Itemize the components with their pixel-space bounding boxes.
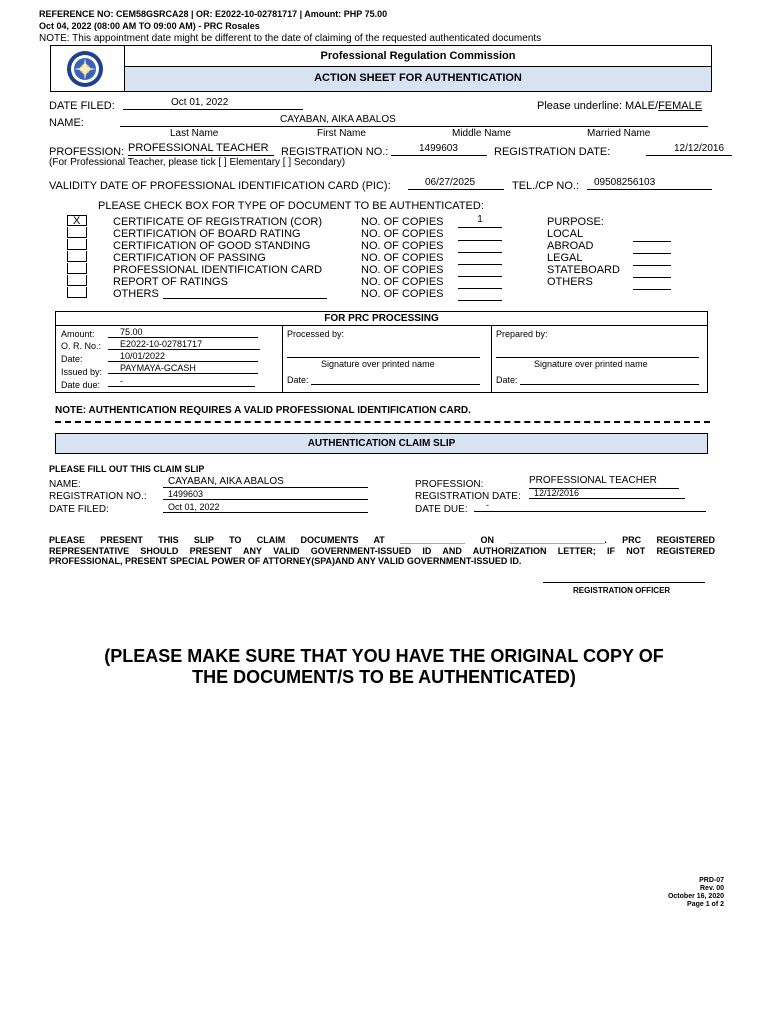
purpose-legal: LEGAL [547, 252, 583, 264]
processed-by-label: Processed by: [287, 329, 345, 339]
checkbox-pic[interactable] [67, 263, 87, 274]
processing-title: FOR PRC PROCESSING [56, 312, 707, 326]
claim-date-due-label: DATE DUE: [415, 504, 468, 515]
claim-date-due-value: - [474, 500, 706, 512]
processing-divider-2 [491, 326, 492, 392]
claim-reg-date-label: REGISTRATION DATE: [415, 491, 521, 502]
copies-label-pic: NO. OF COPIES [361, 264, 444, 276]
officer-signature-line[interactable] [543, 582, 705, 583]
claim-reg-no-value: 1499603 [163, 489, 368, 500]
reg-no-value: 1499603 [391, 143, 487, 156]
doc-report-ratings: REPORT OF RATINGS [113, 276, 228, 288]
cut-line [55, 421, 710, 423]
tel-label: TEL./CP NO.: [512, 180, 580, 192]
reference-line: REFERENCE NO: CEM58GSRCA28 | OR: E2022-10-02781717 | Amount: PHP 75.00 [39, 9, 388, 19]
checkbox-passing[interactable] [67, 251, 87, 262]
claim-instructions-line-1: PLEASE PRESENT THIS SLIP TO CLAIM DOCUMENTS AT _____________ ON ___________________. PRC REGISTERED [49, 535, 715, 545]
purpose-others: OTHERS [547, 276, 593, 288]
prepared-date-line[interactable] [520, 373, 699, 385]
prepared-signature-caption: Signature over printed name [534, 359, 648, 369]
claim-slip-title: AUTHENTICATION CLAIM SLIP [55, 433, 708, 454]
claim-instructions-line-2: REPRESENTATIVE SHOULD PRESENT ANY VALID GOVERNMENT-ISSUED ID AND AUTHORIZATION LETTER; IF NOT REGISTERED [49, 546, 715, 556]
claim-reg-no-label: REGISTRATION NO.: [49, 491, 147, 502]
doc-pic: PROFESSIONAL IDENTIFICATION CARD [113, 264, 323, 276]
doc-others: OTHERS [113, 288, 159, 300]
appointment-note: NOTE: This appointment date might be different to the date of claiming of the requested authenticated documents [39, 33, 542, 44]
claim-fill-instruction: PLEASE FILL OUT THIS CLAIM SLIP [49, 464, 205, 474]
checkbox-board-rating[interactable] [67, 227, 87, 238]
doc-good-standing: CERTIFICATION OF GOOD STANDING [113, 240, 311, 252]
or-value: E2022-10-02781717 [108, 339, 260, 350]
doc-passing: CERTIFICATION OF PASSING [113, 252, 266, 264]
copies-value-cor[interactable]: 1 [458, 214, 502, 228]
processing-divider-1 [282, 326, 283, 392]
prc-seal-icon [65, 49, 105, 89]
validity-label: VALIDITY DATE OF PROFESSIONAL IDENTIFICATION CARD (PIC): [49, 180, 391, 192]
claim-reg-date-value: 12/12/2016 [529, 488, 685, 499]
issued-by-label: Issued by: [61, 367, 103, 377]
checkbox-good-standing[interactable] [67, 239, 87, 250]
date-filed-label: DATE FILED: [49, 100, 115, 112]
form-date: October 16, 2020 [667, 893, 724, 900]
date-due-value: - [108, 376, 255, 387]
reminder-line-2: THE DOCUMENT/S TO BE AUTHENTICATED) [192, 667, 576, 687]
others-blank[interactable] [163, 286, 327, 299]
married-name-caption: Married Name [587, 128, 651, 139]
profession-label: PROFESSION: [49, 146, 125, 158]
checkbox-others[interactable] [67, 287, 87, 298]
claim-name-value: CAYABAN, AIKA ABALOS [163, 476, 368, 488]
pic-requirement-note: NOTE: AUTHENTICATION REQUIRES A VALID PROFESSIONAL IDENTIFICATION CARD. [55, 405, 471, 416]
amount-label: Amount: [61, 329, 95, 339]
check-instruction: PLEASE CHECK BOX FOR TYPE OF DOCUMENT TO BE AUTHENTICATED: [98, 200, 484, 212]
validity-value: 06/27/2025 [408, 177, 504, 190]
processed-date-label: Date: [287, 375, 309, 385]
check-mark: X [73, 215, 81, 227]
copies-label-board: NO. OF COPIES [361, 228, 444, 240]
reg-no-label: REGISTRATION NO.: [281, 146, 389, 158]
claim-date-filed-label: DATE FILED: [49, 504, 109, 515]
last-name-caption: Last Name [170, 128, 219, 139]
checkbox-cor[interactable] [67, 215, 87, 226]
form-code: PRD-07 [699, 877, 724, 884]
reg-date-value: 12/12/2016 [646, 143, 732, 156]
date-value: 10/01/2022 [108, 351, 258, 362]
registration-officer-label: REGISTRATION OFFICER [573, 586, 671, 595]
processed-signature-caption: Signature over printed name [321, 359, 435, 369]
date-filed-value: Oct 01, 2022 [123, 97, 303, 110]
claim-name-label: NAME: [49, 479, 81, 490]
claim-profession-label: PROFESSION: [415, 479, 484, 490]
form-title: ACTION SHEET FOR AUTHENTICATION [125, 67, 711, 91]
processed-signature-line[interactable] [287, 346, 480, 358]
gender-prompt [537, 100, 702, 112]
or-label: O. R. No.: [61, 341, 102, 351]
reg-date-label: REGISTRATION DATE: [494, 146, 611, 158]
purpose-stateboard: STATEBOARD [547, 264, 620, 276]
tel-value: 09508256103 [587, 177, 712, 190]
purpose-local: LOCAL [547, 228, 584, 240]
gender-selected: FEMALE [658, 100, 703, 112]
copies-label-cor: NO. OF COPIES [361, 216, 444, 228]
form-revision: Rev. 00 [700, 885, 724, 892]
name-label: NAME: [49, 117, 84, 129]
copies-label-report: NO. OF COPIES [361, 276, 444, 288]
form-header-box [50, 45, 712, 92]
gender-label: Please underline: MALE/ [537, 100, 659, 112]
copies-label-passing: NO. OF COPIES [361, 252, 444, 264]
name-value: CAYABAN, AIKA ABALOS [120, 114, 708, 127]
teacher-level-note: (For Professional Teacher, please tick [ ] Elementary [ ] Secondary) [49, 157, 346, 168]
copies-label-others: NO. OF COPIES [361, 288, 444, 300]
first-name-caption: First Name [317, 128, 366, 139]
logo-cell [51, 46, 125, 91]
prepared-signature-line[interactable] [496, 346, 699, 358]
copies-value-others[interactable] [458, 288, 502, 301]
date-label: Date: [61, 354, 83, 364]
schedule-line: Oct 04, 2022 (08:00 AM TO 09:00 AM) - PRC Rosales [39, 21, 260, 31]
claim-instructions-line-3: PROFESSIONAL, PRESENT SPECIAL POWER OF ATTORNEY(SPA)AND ANY VALID GOVERNMENT-ISSUED ID. [49, 556, 522, 566]
page-number: Page 1 of 2 [687, 901, 724, 908]
profession-value: PROFESSIONAL TEACHER [128, 142, 274, 156]
date-due-label: Date due: [61, 380, 101, 390]
prepared-date-label: Date: [496, 375, 518, 385]
reminder-line-1: (PLEASE MAKE SURE THAT YOU HAVE THE ORIGINAL COPY OF [104, 646, 664, 666]
purpose-label: PURPOSE: [547, 216, 604, 228]
doc-cor: CERTIFICATE OF REGISTRATION (COR) [113, 216, 322, 228]
amount-value: 75.00 [108, 327, 258, 338]
claim-profession-value: PROFESSIONAL TEACHER [529, 475, 679, 489]
checkbox-report-ratings[interactable] [67, 275, 87, 286]
prepared-by-label: Prepared by: [496, 329, 548, 339]
middle-name-caption: Middle Name [452, 128, 511, 139]
claim-date-filed-value: Oct 01, 2022 [163, 502, 368, 513]
purpose-abroad: ABROAD [547, 240, 594, 252]
processed-date-line[interactable] [311, 373, 480, 385]
agency-name: Professional Regulation Commission [125, 46, 711, 67]
copies-label-good: NO. OF COPIES [361, 240, 444, 252]
issued-by-value: PAYMAYA-GCASH [108, 363, 258, 374]
purpose-others-blank[interactable] [633, 277, 671, 290]
doc-board-rating: CERTIFICATION OF BOARD RATING [113, 228, 301, 240]
